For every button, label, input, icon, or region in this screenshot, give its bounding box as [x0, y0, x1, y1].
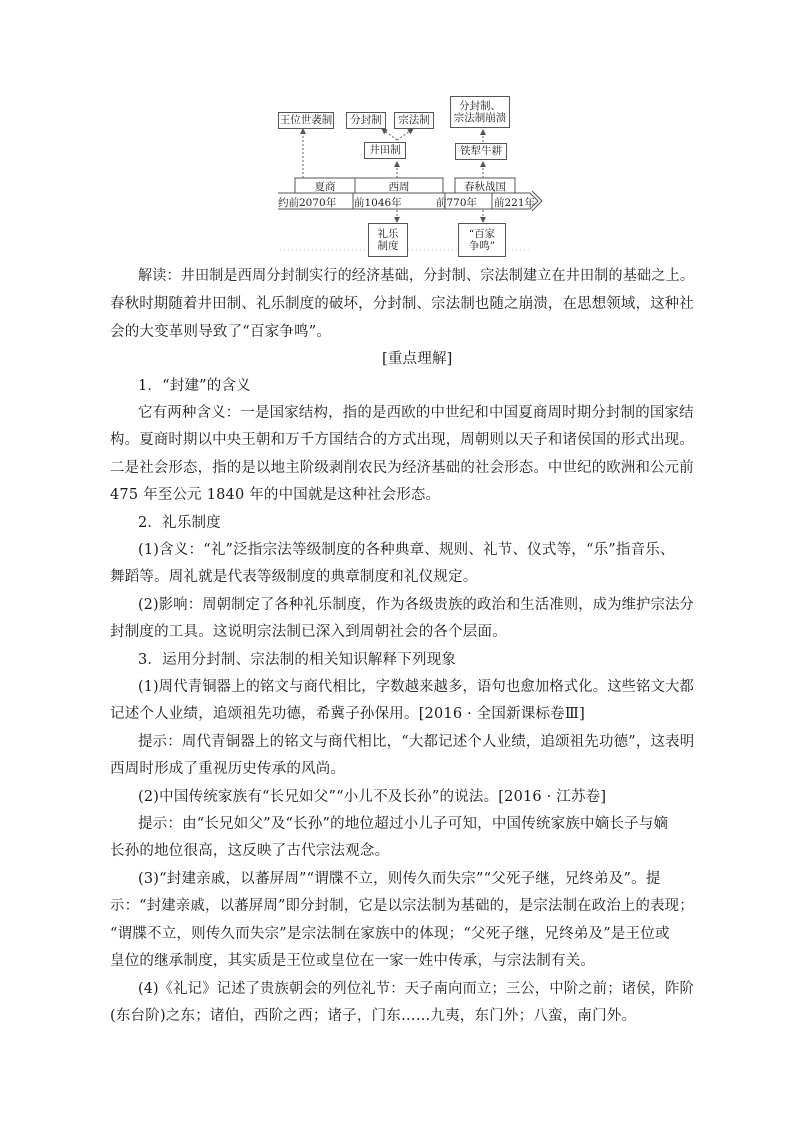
text-line: 二是社会形态，指的是以地主阶级剥削农民为经济基础的社会形态。中世纪的欧洲和公元前	[110, 460, 694, 476]
box-collapse-line1: 分封制、	[459, 99, 501, 112]
box-fenfeng: 分封制	[346, 112, 386, 129]
text-line: (3)“封建亲戚，以蕃屏周”“谓牒不立，则传久而失宗”“父死子继，兄终弟及”。提	[138, 871, 661, 887]
section-heading: [重点理解]	[382, 351, 453, 367]
text-line: 会的大变革则导致了“百家争鸣”。	[110, 324, 332, 340]
text-line: 提示：周代青铜器上的铭文与商代相比，“大都记述个人业绩，追颂祖先功德”，这表明	[138, 734, 695, 750]
text-line: (1)含义：“礼”泛指宗法等级制度的各种典章、规则、礼节、仪式等，“乐”指音乐、	[138, 542, 675, 558]
text-line: (2)影响：周朝制定了各种礼乐制度，作为各级贵族的政治和生活准则，成为维护宗法分	[138, 597, 695, 613]
box-jingtian: 井田制	[364, 142, 406, 159]
text-line: 舞蹈等。周礼就是代表等级制度的典章制度和礼仪规定。	[110, 569, 478, 585]
text-line: “谓牒不立，则传久而失宗”是宗法制在家族中的体现；“父死子继，兄终弟及”是王位或	[110, 926, 670, 942]
text-line: 3．运用分封制、宗法制的相关知识解释下列现象	[138, 652, 457, 668]
timeline-diagram	[270, 90, 560, 260]
text-line: 春秋时期随着井田制、礼乐制度的破坏，分封制、宗法制也随之崩溃，在思想领域，这种社	[110, 296, 694, 312]
era-xiashang: 夏商	[314, 181, 336, 193]
box-liyue-line2: 制度	[377, 240, 399, 252]
text-line: 它有两种含义：一是国家结构，指的是西欧的中世纪和中国夏商周时期分封制的国家结	[138, 405, 694, 421]
box-baijia-line2: 争鸣”	[468, 240, 496, 252]
text-line: 记述个人业绩，追颂祖先功德，希冀子孙保用。[2016 · 全国新课标卷Ⅲ]	[110, 706, 585, 722]
box-liyue-line1: 礼乐	[377, 227, 399, 240]
box-collapse-line2: 宗法制崩溃	[453, 112, 507, 124]
text-line: 2．礼乐制度	[138, 515, 221, 531]
box-zongfa: 宗法制	[394, 112, 434, 129]
date-2070: 约前2070年	[278, 197, 337, 209]
text-line: (2)中国传统家族有“长兄如父”“小儿不及长孙”的说法。[2016 · 江苏卷]	[138, 789, 607, 805]
text-line: (4)《礼记》记述了贵族朝会的列位礼节：天子南向而立；三公，中阶之前；诸侯，阼阶	[138, 981, 695, 997]
box-collapse	[450, 96, 510, 128]
text-line: (1)周代青铜器上的铭文与商代相比，字数越来越多，语句也愈加格式化。这些铭文大都	[138, 679, 695, 695]
date-1046: 前1046年	[354, 197, 402, 209]
text-line: 封制度的工具。这说明宗法制已深入到周朝社会的各个层面。	[110, 624, 507, 640]
box-baijia-line1: “百家	[468, 227, 496, 240]
date-770: 前770年	[436, 197, 478, 209]
box-wangwei: 王位世袭制	[278, 112, 334, 129]
text-line: 长孙的地位很高，这反映了古代宗法观念。	[110, 843, 390, 859]
text-line: 示：“封建亲戚，以蕃屏周”即分封制，它是以宗法制为基础的，是宗法制在政治上的表现；	[110, 898, 694, 914]
text-line: 皇位的继承制度，其实质是王位或皇位在一家一姓中传承，与宗法制有关。	[110, 953, 596, 969]
era-chunqiu: 春秋战国	[464, 181, 506, 193]
text-line: (东台阶)之东；诸伯，西阶之西；诸子，门东……九夷，东门外；八蛮，南门外。	[110, 1008, 637, 1024]
box-baijia	[458, 223, 506, 257]
box-tieli: 铁犁牛耕	[455, 143, 507, 160]
text-line: 西周时形成了重视历史传承的风尚。	[110, 761, 346, 777]
date-221: 前221年	[494, 197, 536, 209]
text-line: 解读：井田制是西周分封制实行的经济基础，分封制、宗法制建立在井田制的基础之上。	[138, 268, 695, 284]
text-line: 475 年至公元 1840 年的中国就是这种社会形态。	[110, 487, 441, 503]
text-line: 提示：由“长兄如父”及“长孙”的地位超过小儿子可知，中国传统家族中嫡长子与嫡	[138, 816, 669, 832]
era-xizhou: 西周	[388, 181, 410, 193]
text-line: 构。夏商时期以中央王朝和万千方国结合的方式出现，周朝则以天子和诸侯国的形式出现。	[110, 432, 694, 448]
text-line: 1．“封建”的含义	[138, 378, 251, 394]
box-liyue	[368, 223, 408, 257]
